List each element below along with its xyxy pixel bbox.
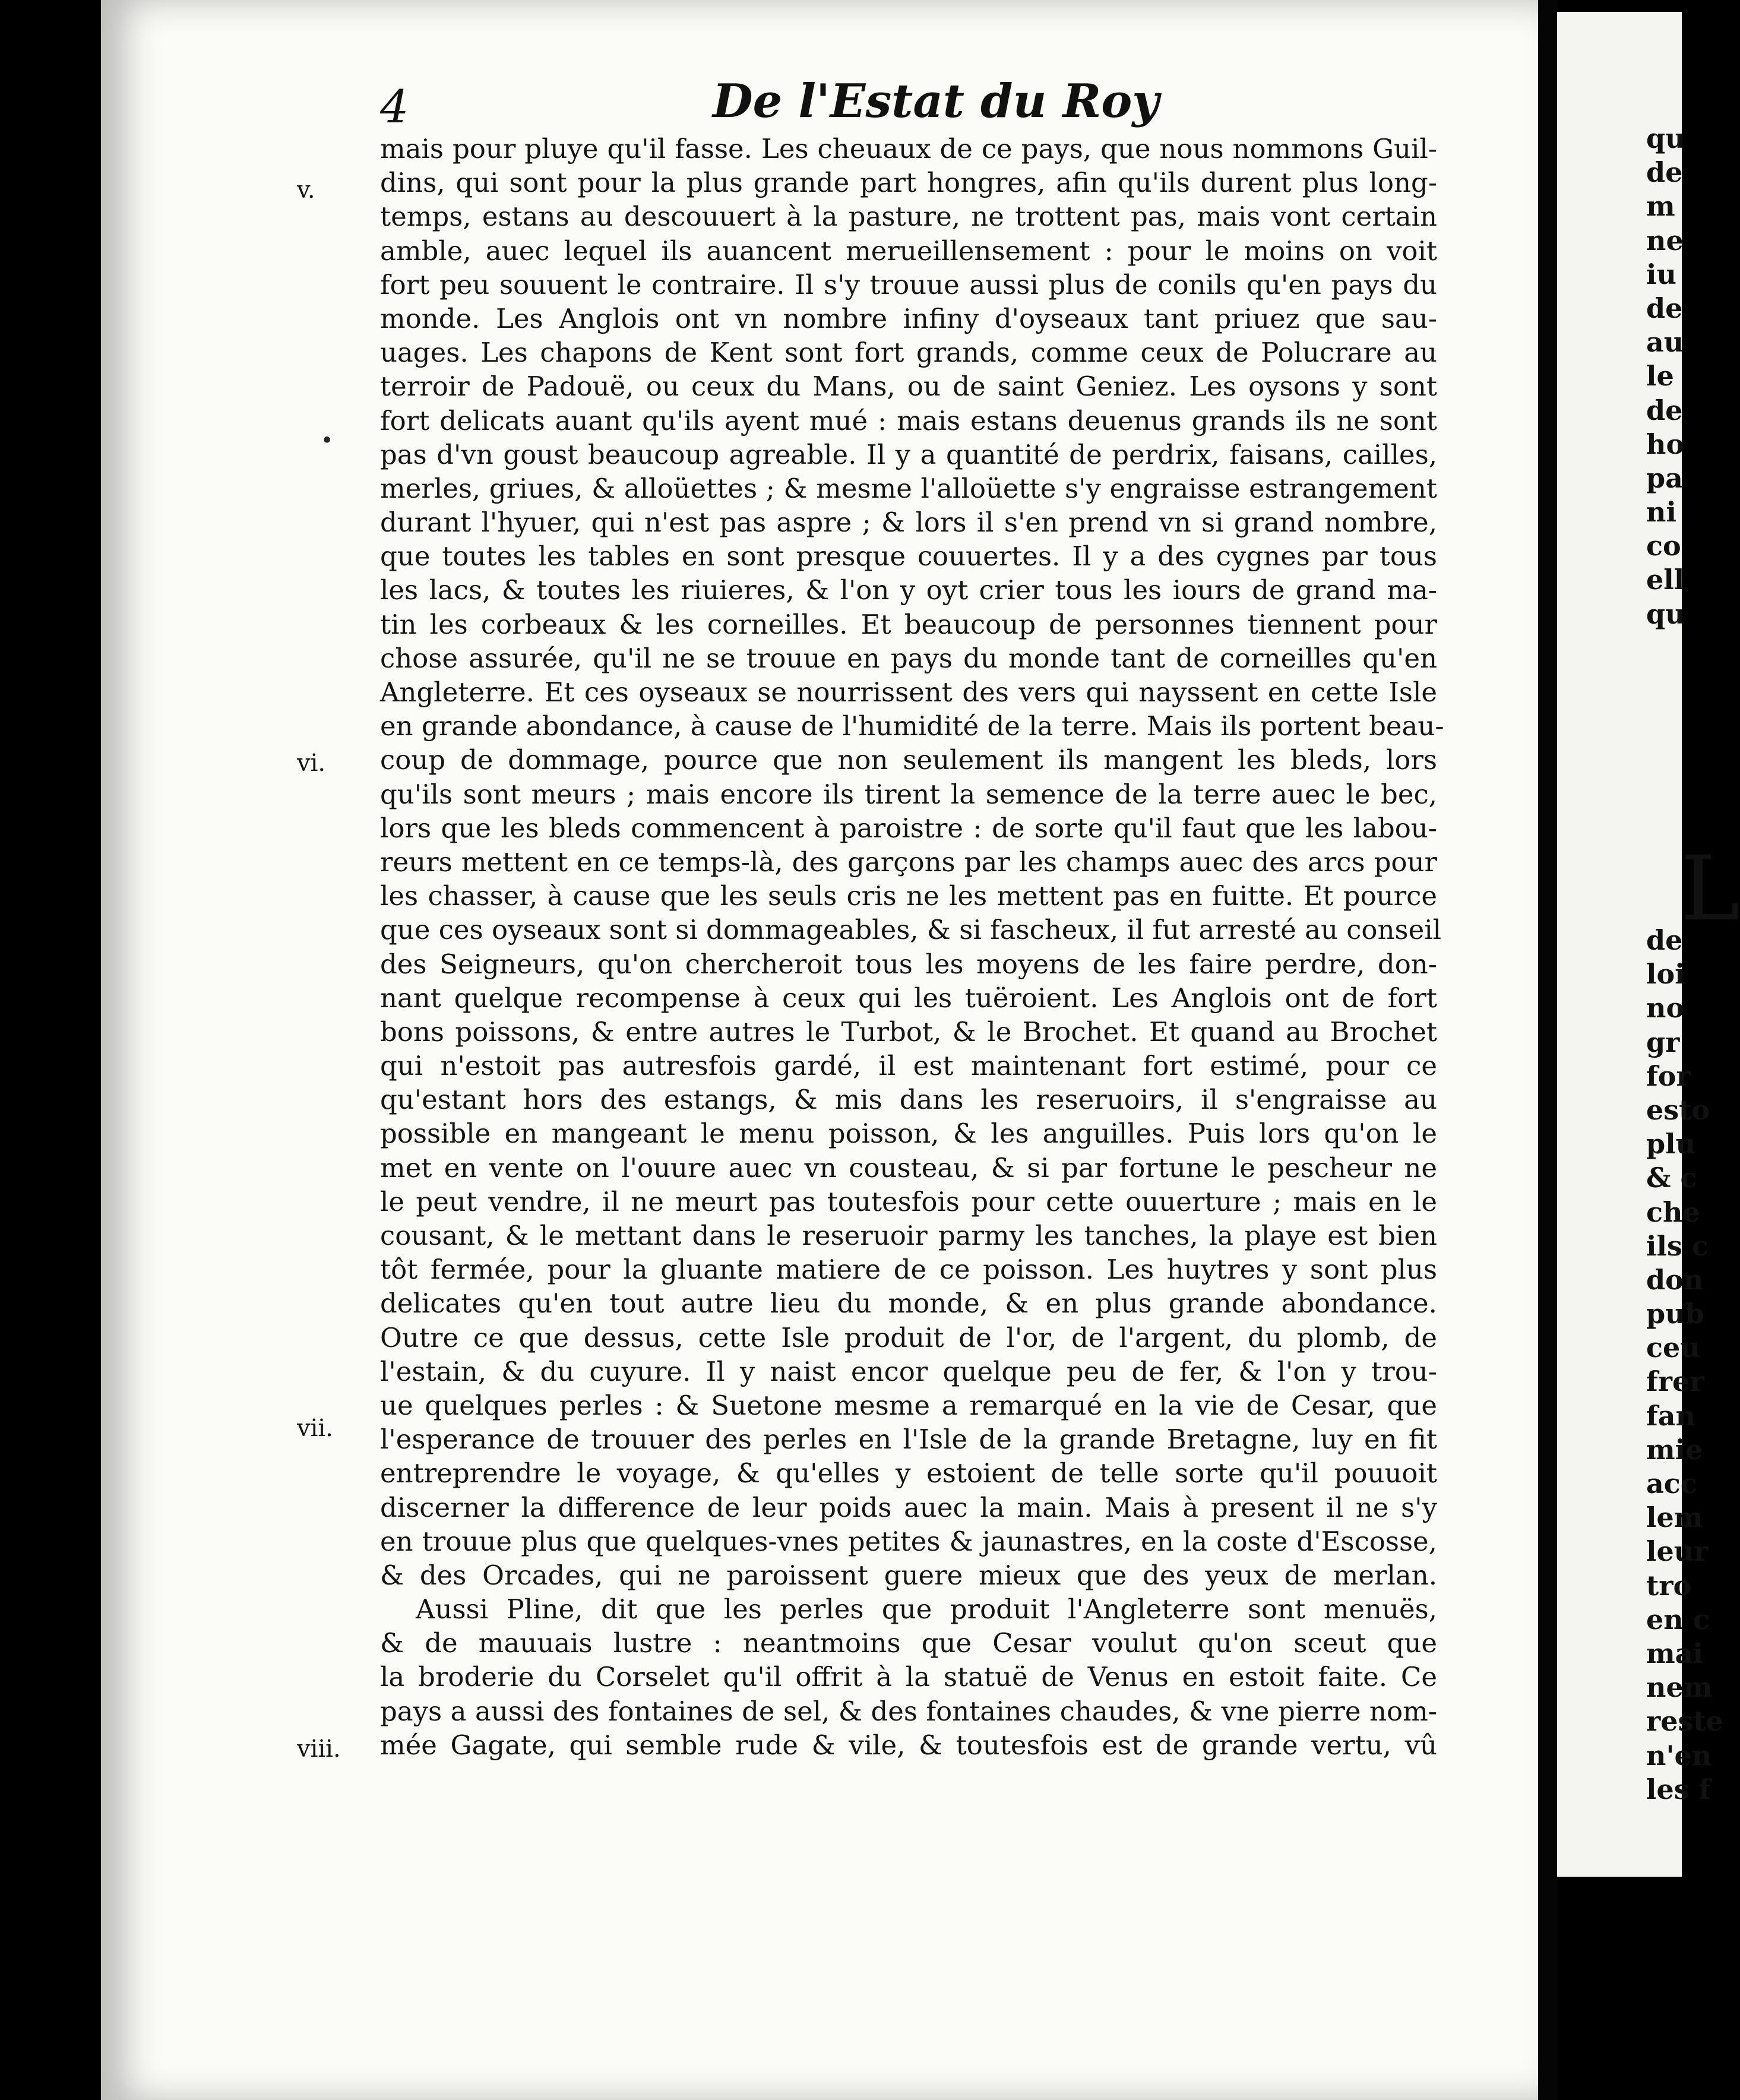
- book-gutter: [1538, 0, 1557, 2100]
- fragment-line: de: [1646, 292, 1683, 324]
- text-line: tôt fermée, pour la gluante matiere de ce poisson. Les huytres y sont plus: [380, 1254, 1437, 1286]
- text-line: ue quelques perles : & Suetone mesme a remarqué en la vie de Cesar, que: [380, 1389, 1437, 1421]
- text-line: que toutes les tables en sont presque couuertes. Il y a des cygnes par tous: [380, 540, 1437, 573]
- right-page-top-fragments: [1557, 122, 1685, 631]
- running-title: De l'Estat du Roy: [713, 74, 1159, 128]
- text-line: pas d'vn goust beaucoup agreable. Il y a quantité de perdrix, faisans, cailles,: [380, 438, 1437, 470]
- fragment-line: pub: [1646, 1298, 1704, 1330]
- fragment-line: gr: [1646, 1026, 1680, 1058]
- margin-note: v.: [297, 176, 315, 204]
- margin-notes: [297, 132, 368, 1914]
- text-line: en grande abondance, à cause de l'humidité de la terre. Mais ils portent beau-: [380, 710, 1444, 742]
- fragment-line: de: [1646, 394, 1683, 426]
- drop-initial: L: [1681, 837, 1740, 941]
- fragment-line: leur: [1646, 1535, 1709, 1568]
- fragment-line: frer: [1646, 1365, 1704, 1398]
- text-line: qu'ils sont meurs ; mais encore ils tirent la semence de la terre auec le bec,: [380, 778, 1437, 810]
- text-line: entreprendre le voyage, & qu'elles y estoient de telle sorte qu'il pouuoit: [380, 1457, 1437, 1489]
- text-line: bons poissons, & entre autres le Turbot, & le Brochet. Et quand au Brochet: [380, 1016, 1437, 1048]
- fragment-line: mie: [1646, 1433, 1703, 1466]
- fragment-line: loi: [1646, 958, 1685, 991]
- text-line: met en vente on l'ouure auec vn cousteau, & si par fortune le pescheur ne: [380, 1152, 1437, 1184]
- text-line: les chasser, à cause que les seuls cris ne les mettent pas en fuitte. Et pource: [380, 880, 1437, 912]
- text-line: l'esperance de trouuer des perles en l'Isle de la grande Bretagne, luy en fit: [380, 1424, 1437, 1456]
- fragment-line: les f: [1646, 1773, 1711, 1805]
- text-line: les lacs, & toutes les riuieres, & l'on y oyt crier tous les iours de grand ma-: [380, 574, 1437, 606]
- fragment-line: mai: [1646, 1637, 1703, 1669]
- fragment-line: en c: [1646, 1603, 1710, 1636]
- text-line: nant quelque recompense à ceux qui les tuëroient. Les Anglois ont de fort: [380, 982, 1437, 1014]
- fragment-line: ceu: [1646, 1332, 1700, 1364]
- text-line: l'estain, & du cuyure. Il y naist encor quelque peu de fer, & l'on y trou-: [380, 1355, 1437, 1387]
- fragment-line: ne: [1646, 224, 1684, 257]
- fragment-line: no: [1646, 992, 1685, 1024]
- text-line: merles, griues, & alloüettes ; & mesme l'alloüette s'y engraisse estrangement: [380, 472, 1437, 504]
- text-line: des Seigneurs, qu'on chercheroit tous les moyens de les faire perdre, don-: [380, 948, 1437, 980]
- text-line: durant l'hyuer, qui n'est pas aspre ; & lors il s'en prend vn si grand nombre,: [380, 507, 1437, 539]
- text-line: amble, auec lequel ils auancent merueillensement : pour le moins on voit: [380, 235, 1437, 267]
- text-line: la broderie du Corselet qu'il offrit à la statuë de Venus en estoit faite. Ce: [380, 1661, 1437, 1693]
- fragment-line: m: [1646, 190, 1675, 223]
- text-line: cousant, & le mettant dans le reseruoir parmy les tanches, la playe est bien: [380, 1220, 1437, 1251]
- text-line: mée Gagate, qui semble rude & vile, & toutesfois est de grande vertu, vû: [380, 1729, 1437, 1761]
- fragment-line: n'en: [1646, 1739, 1712, 1772]
- text-line: uages. Les chapons de Kent sont fort grands, comme ceux de Polucrare au: [380, 337, 1437, 369]
- fragment-line: ils c: [1646, 1229, 1709, 1262]
- text-line: que ces oyseaux sont si dommageables, & si fascheux, il fut arresté au conseil: [380, 914, 1442, 946]
- margin-note: vii.: [297, 1415, 333, 1442]
- text-line: & de mauuais lustre : neantmoins que Cesar voulut qu'on sceut que: [380, 1627, 1437, 1659]
- text-line: en trouue plus que quelques-vnes petites & jaunastres, en la coste d'Escosse,: [380, 1525, 1437, 1557]
- fragment-line: don: [1646, 1263, 1704, 1296]
- fragment-line: reste: [1646, 1705, 1723, 1738]
- fragment-line: de: [1646, 156, 1683, 189]
- fragment-line: esto: [1646, 1093, 1710, 1126]
- fragment-line: le: [1646, 360, 1674, 393]
- text-line: & des Orcades, qui ne paroissent guere mieux que des yeux de merlan.: [380, 1559, 1437, 1591]
- fragment-line: for: [1646, 1060, 1691, 1092]
- text-line: le peut vendre, il ne meurt pas toutesfois pour cette ouuerture ; mais en le: [380, 1185, 1437, 1217]
- fragment-line: ho: [1646, 428, 1685, 460]
- text-line: lors que les bleds commencent à paroistre : de sorte qu'il faut que les labou-: [380, 812, 1437, 844]
- fragment-line: acc: [1646, 1468, 1697, 1500]
- margin-note: vi.: [297, 749, 326, 777]
- text-line: Angleterre. Et ces oyseaux se nourrissent des vers qui nayssent en cette Isle: [380, 676, 1437, 708]
- right-page-fragment: [1557, 12, 1740, 1877]
- fragment-line: ell: [1646, 564, 1685, 596]
- text-line: fort delicats auant qu'ils ayent mué : mais estans deuenus grands ils ne sont: [380, 404, 1437, 437]
- text-line: discerner la difference de leur poids auec la main. Mais à present il ne s'y: [380, 1491, 1437, 1523]
- right-page-bottom-fragments: [1557, 924, 1723, 1807]
- margin-dot: •: [321, 429, 334, 453]
- fragment-line: che: [1646, 1196, 1700, 1228]
- text-line: monde. Les Anglois ont vn nombre infiny d'oyseaux tant priuez que sau-: [380, 302, 1437, 334]
- text-line: qu'estant hors des estangs, & mis dans les reseruoirs, il s'engraisse au: [380, 1084, 1437, 1116]
- fragment-line: fan: [1646, 1399, 1696, 1432]
- fragment-line: qu: [1646, 597, 1685, 630]
- margin-note: viii.: [297, 1735, 341, 1763]
- fragment-line: plu: [1646, 1128, 1696, 1160]
- text-line: tin les corbeaux & les corneilles. Et beaucoup de personnes tiennent pour: [380, 608, 1437, 640]
- text-line: coup de dommage, pource que non seulement ils mangent les bleds, lors: [380, 744, 1437, 776]
- fragment-line: co: [1646, 530, 1681, 562]
- text-line: delicates qu'en tout autre lieu du monde, & en plus grande abondance.: [380, 1288, 1437, 1320]
- page-number: 4: [380, 80, 409, 133]
- fragment-line: qu: [1646, 122, 1685, 154]
- text-line: mais pour pluye qu'il fasse. Les cheuaux de ce pays, que nous nommons Guil-: [380, 133, 1437, 165]
- text-line: fort peu souuent le contraire. Il s'y trouue aussi plus de conils qu'en pays du: [380, 268, 1437, 301]
- fragment-line: tro: [1646, 1569, 1692, 1602]
- text-line: chose assurée, qu'il ne se trouue en pays du monde tant de corneilles qu'en: [380, 642, 1437, 674]
- text-line: pays a aussi des fontaines de sel, & des fontaines chaudes, & vne pierre nom-: [380, 1695, 1437, 1727]
- page-header: [380, 68, 1306, 134]
- text-line: Aussi Pline, dit que les perles que produit l'Angleterre sont menuës,: [416, 1593, 1437, 1625]
- fragment-line: nem: [1646, 1671, 1713, 1704]
- text-line: reurs mettent en ce temps-là, des garçons par les champs auec des arcs pour: [380, 846, 1437, 878]
- text-line: possible en mangeant le menu poisson, & les anguilles. Puis lors qu'on le: [380, 1118, 1437, 1150]
- text-line: qui n'estoit pas autresfois gardé, il est maintenant fort estimé, pour ce: [380, 1050, 1437, 1082]
- text-line: terroir de Padouë, ou ceux du Mans, ou de saint Geniez. Les oysons y sont: [380, 371, 1437, 403]
- text-line: Outre ce que dessus, cette Isle produit de l'or, de l'argent, du plomb, de: [380, 1321, 1437, 1353]
- text-line: dins, qui sont pour la plus grande part hongres, afin qu'ils durent plus long-: [380, 167, 1437, 199]
- fragment-line: iu: [1646, 258, 1676, 290]
- fragment-line: de: [1646, 924, 1683, 956]
- fragment-line: au: [1646, 326, 1684, 359]
- text-line: temps, estans au descouuert à la pasture, ne trottent pas, mais vont certain: [380, 201, 1437, 233]
- body-text: [380, 132, 1444, 1762]
- fragment-line: pa: [1646, 461, 1683, 494]
- fragment-line: & c: [1646, 1162, 1697, 1194]
- fragment-line: lem: [1646, 1501, 1703, 1534]
- fragment-line: ni: [1646, 496, 1676, 529]
